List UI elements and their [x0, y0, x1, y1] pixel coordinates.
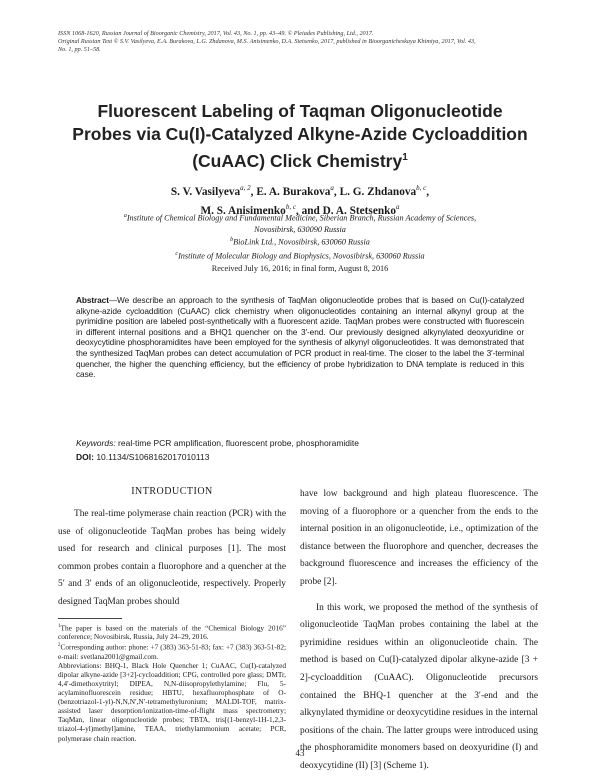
abstract-label: Abstract	[76, 295, 109, 305]
doi-text: 10.1134/S1068162017010113	[93, 452, 210, 462]
header-line-3: No. 1, pp. 51–58.	[58, 46, 101, 53]
abstract-text: —We describe an approach to the synthesis of TaqMan oligonucleotide probes that is based on Cu(I)-catalyzed alkyne-azide cycloaddition (CuAAC) click chemistry when oligonucleotides containing an internal alkynyl group at the pyrimidine position are labeled post-synthetically with a fluorescent azide. TaqMan probes were constructed with fluorescein in different internal positions and a BHQ1 quencher on the 3′-end. Our previously designed alkynylated deoxyuridine or deoxycytidine phosphoramidites have been employed for the synthesis of alkynyl oligonucleotides. It was demonstrated that the synthesized TaqMan probes can detect accumulation of PCR product in real-time. The closer to the label the 3′-terminal quencher, the higher the quenching efficiency, but the efficiency of probe hybridization to DNA template is reduced in this case.	[76, 295, 524, 380]
affiliation-a: $^a$Institute of Chemical Biology and Fundamental Medicine, Siberian Branch, Russian Academy of Sciences,	[123, 213, 477, 223]
received-dates: Received July 16, 2016; in final form, August 8, 2016	[211, 264, 389, 273]
title-line-1: Fluorescent Labeling of Taqman Oligonucleotide	[97, 101, 503, 121]
intro-paragraph-2: In this work, we proposed the method of the synthesis of oligonucleotide TaqMan probes containing the label at the pyrimidine residues within an oligonucleotide chain. The method is based on Cu(I)-catalyzed dipolar alkyne-azide [3 + 2]-cycloaddition (CuAAC). Oligonucleotide precursors contained the BHQ-1 quencher at the 3′-end and the alkynylated thymidine or deoxycytidine residues in the internal positions of the chain. The latter groups were introduced using the phosphoramidite monomers based on deoxyuridine (I) and deoxycytidine (II) [3] (Scheme 1).	[300, 602, 538, 771]
affiliation-c: $^c$Institute of Molecular Biology and Biophysics, Novosibirsk, 630060 Russia	[175, 250, 425, 261]
journal-header	[58, 30, 548, 54]
keywords-text: real-time PCR amplification, fluorescent probe, phosphoramidite	[115, 438, 359, 448]
header-line-1: ISSN 1068-1620, Russian Journal of Bioorganic Chemistry, 2017, Vol. 43, No. 1, pp. 43–49. © Pleiades Publishing, Ltd., 2017.	[58, 30, 374, 37]
title-line-2: Probes via Cu(I)-Catalyzed Alkyne-Azide Cycloaddition	[72, 124, 528, 144]
keywords	[76, 438, 524, 448]
left-column	[58, 486, 286, 743]
authors-line-1: S. V. Vasilyeva$^{a, 2}$, E. A. Burakova$^a$, L. G. Zhdanova$^{b, c}$,	[170, 184, 430, 198]
keywords-label: Keywords:	[76, 438, 116, 448]
title-footnote-mark: 1	[402, 152, 408, 163]
right-column	[300, 486, 538, 776]
footnotes	[58, 622, 286, 743]
doi	[76, 452, 524, 462]
footnote-divider	[58, 618, 122, 619]
section-heading-introduction: INTRODUCTION	[131, 486, 213, 497]
author-2: E. A. Burakova	[256, 185, 331, 198]
affiliation-b: $^b$BioLink Ltd., Novosibirsk, 630060 Russia	[230, 237, 370, 248]
title-line-3: (CuAAC) Click Chemistry$^1$	[192, 150, 408, 171]
abstract	[76, 295, 524, 380]
authors-line-2: M. S. Anisimenko$^{b, c}$, and D. A. Stetsenko$^a$	[200, 202, 400, 217]
author-1: S. V. Vasilyeva	[170, 185, 241, 198]
paper-title	[40, 100, 560, 173]
footnote-2: $^2$Corresponding author: phone: +7 (383) 363-51-83; fax: +7 (383) 363-51-82; e-mail: svetlana2001@gmail.com.	[58, 642, 286, 661]
intro-paragraph-1: The real-time polymerase chain reaction (PCR) with the use of oligonucleotide TaqMan probes has being widely used for research and clinical purposes [1]. The most common probes contain a fluorophore and a quencher at the 5′ and 3′ ends of an oligonucleotide, respectively. Properly designed TaqMan probes should	[58, 509, 286, 607]
author-5: D. A. Stetsenko	[322, 204, 397, 217]
author-4: M. S. Anisimenko	[200, 204, 286, 217]
affiliation-a-city: Novosibirsk, 630090 Russia	[254, 224, 346, 234]
author-3: L. G. Zhdanova	[339, 185, 417, 198]
header-line-2: Original Russian Text © S.V. Vasilyeva, E.A. Burakova, L.G. Zhdanova, M.S. Anisimenko, D.A. Stetsenko, 2017, published in Bioorganicheskaya Khimiya, 2017, Vol. 43,	[58, 38, 476, 45]
affiliations	[60, 211, 540, 262]
doi-label: DOI:	[76, 452, 94, 462]
page-number: 43	[295, 748, 305, 758]
footnote-1: $^1$The paper is based on the materials of the “Chemical Biology 2016” conference; Novosibirsk, Russia, July 24–29, 2016.	[58, 622, 286, 642]
footnote-abbreviations: Abbreviations: BHQ-1, Black Hole Quencher 1; CuAAC, Cu(I)-catalyzed dipolar alkyne-azide [3+2]-cycloaddition; CPG, controlled pore glass; DMTr, 4,4′-dimethoxytrityl; DIPEA, N,N-diisopropylethylamine; Flu, 5-acylaminofluorescein residue; HBTU, hexafluorophosphate of O-(benzotriazol-1-yl)-N,N,N′,N′-tetramethyluronium; MALDI-TOF, matrix-assisted laser desorption/ionization-time-of-flight mass spectrometry; TaqMan, linear oligonucleotide probes; TBTA, tris[(1-benzyl-1H-1,2,3-triazol-4-yl)methyl]amine, TEAA, triethylammonium acetate; PCR, polymerase chain reaction.	[58, 660, 286, 743]
intro-paragraph-1-continued: have low background and high plateau fluorescence. The moving of a fluorophore or a quencher from the ends to the internal position in an oligonucleotide, i.e., optimization of the distance between the fluorophore and quencher, decreases the background fluorescence and increases the efficiency of the probe [2].	[300, 489, 538, 587]
